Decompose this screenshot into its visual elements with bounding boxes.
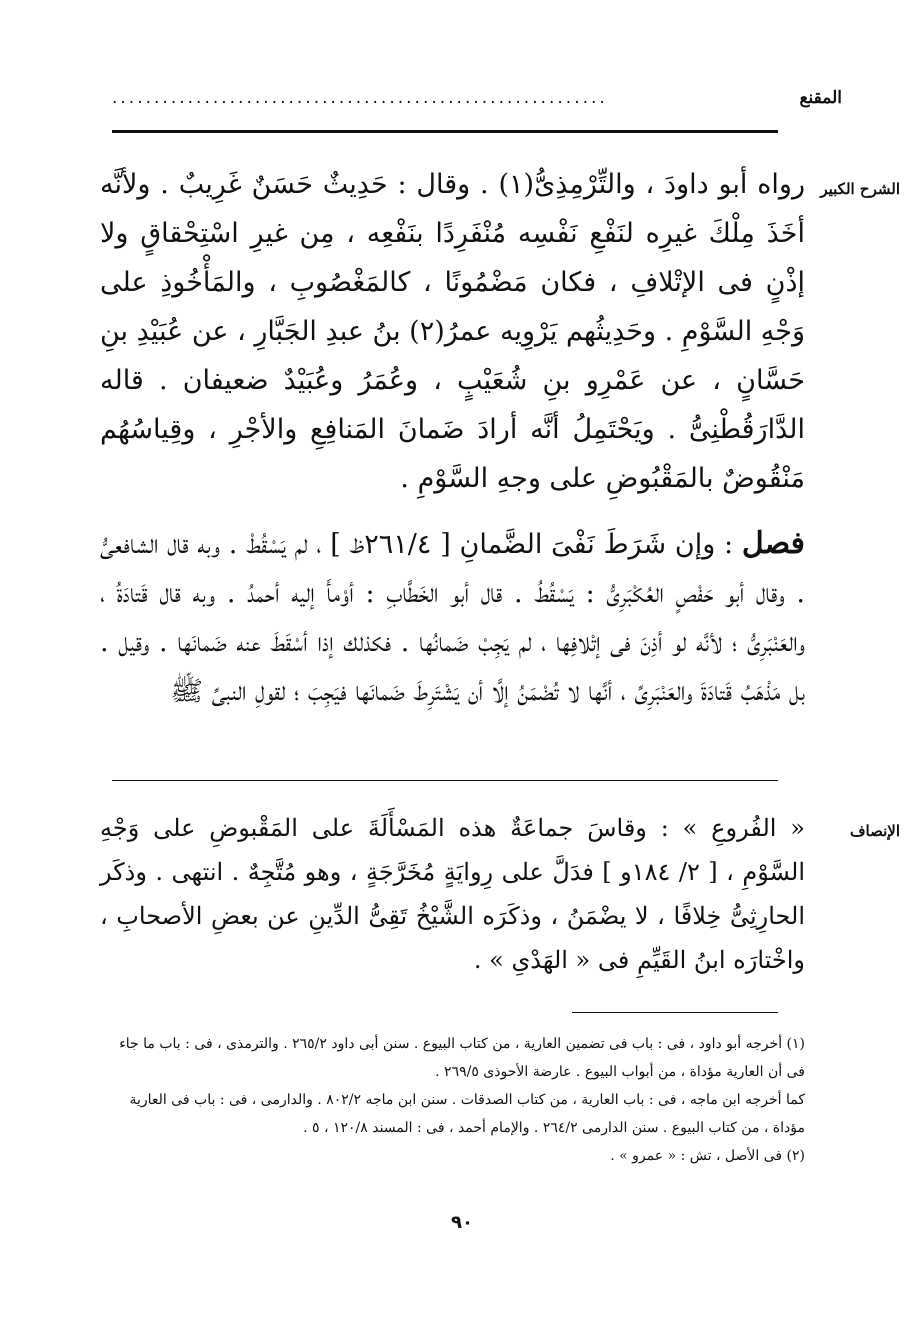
- section-divider: [112, 780, 778, 781]
- sharh-paragraph-2: [100, 519, 805, 716]
- footnote-rule: [572, 1012, 778, 1013]
- salawat-symbol: ﷺ: [170, 676, 204, 707]
- running-title: المقنع: [799, 88, 842, 108]
- sharh-margin-label: الشرح الكبير: [820, 180, 900, 198]
- sharh-text-block: [100, 160, 805, 716]
- page-number: ٩٠: [451, 1212, 473, 1233]
- fasl-heading: فصل: [741, 526, 805, 561]
- insaf-paragraph: « الفُروعِ » : وقاسَ جماعَةٌ هذه المَسْأَلَةَ على المَقْبوضِ على وَجْهِ السَّوْمِ ، [ ٢/ ١٨٤و ] فدَلَّ على رِوايَةٍ مُخَرَّجَةٍ ، وهو مُتَّجِهٌ . انتهى . وذكَر الحارِثِىُّ خِلافًا ، لا يضْمَنُ ، وذكَرَه الشَّيْخُ تَقِىُّ الدِّينِ عن بعضِ الأصحابِ ، واخْتارَه ابنُ القَيِّمِ فى « الهَدْىِ » .: [100, 814, 805, 974]
- sharh-paragraph-1: رواه أبو داودَ ، والتِّرْمِذِىُّ(١) . وقال : حَدِيثٌ حَسَنٌ غَرِيبٌ . ولأنَّه أخَذَ مِلْكَ غيرِه لنَفْعِ نَفْسِه مُنْفَرِدًا بنَفْعِه ، مِن غيرِ اسْتِحْقاقٍ ولا إذْنٍ فى الإتْلافِ ، فكان مَضْمُونًا ، كالمَغْصُوبِ ، والمَأْخُوذِ على وَجْهِ السَّوْمِ . وحَدِيثُهم يَرْوِيه عمرُ(٢) بنُ عبدِ الجَبَّارِ ، عن عُبَيْدِ بنِ حَسَّانٍ ، عن عَمْرِو بنِ شُعَيْبٍ ، وعُمَرُ وعُبَيْدٌ ضعيفان . قاله الدَّارَقُطْنِىُّ . ويَحْتَمِلُ أنَّه أرادَ ضَمانَ المَنافِعِ والأجْرِ ، وقِياسُهُم مَنْقُوضٌ بالمَقْبُوضِ على وجهِ السَّوْمِ .: [100, 169, 806, 494]
- footnote-1: (١) أخرجه أبو داود ، فى : باب فى تضمين العارية ، من كتاب البيوع . سنن أبى داود ٢٦٥/٢ . والترمذى ، فى : باب ما جاء فى أن العارية مؤداة ، من أبواب البيوع . عارضة الأحوذى ٢٦٩/٥ .: [119, 1036, 805, 1080]
- insaf-margin-label: الإنصاف: [849, 822, 900, 840]
- footnote-2: (٢) فى الأصل ، تش : « عمرو » .: [610, 1148, 805, 1164]
- footnote-1-continued: كما أخرجه ابن ماجه ، فى : باب العارية ، من كتاب الصدقات . سنن ابن ماجه ٨٠٢/٢ . والدارمى ، فى : باب فى العارية مؤداة ، من كتاب البيوع . سنن الدارمى ٢٦٤/٢ . والإمام أحمد ، فى : المسند ١٢٠/٨ ، ٥ .: [129, 1092, 805, 1136]
- header-rule: [112, 130, 778, 133]
- footnotes: [100, 1030, 805, 1170]
- header-dotted-leader: ...........................................................: [112, 88, 608, 108]
- insaf-text-block: [100, 806, 805, 982]
- fasl-body: : وإن شَرَطَ نَفْىَ الضَّمانِ [ ٢٦١/٤ظ ] ، لم يَسْقُطْ . وبه قال الشافعىُّ . وقال أبو حَفْصٍ العُكْبَرِىُّ : يَسْقُطُ . قال أبو الخَطَّابِ : أوْمأَ إليه أحمدُ . وبه قال قَتادَةُ ، والعَنْبَرِىُّ ؛ لأنَّه لو أذِنَ فى إتْلافِها ، لم يَجِبْ ضَمانُها . فكذلك إذا أسْقَطَ عنه ضَمانَها . وقيل . بل مَذْهَبُ قَتادَةَ والعَنْبَرِىِّ ، أنَّها لا تُضْمَنُ إلَّا أن يَشْتَرِطَ ضَمانَها فيَجِبَ ؛ لقولِ النبىِّ: [100, 529, 805, 707]
